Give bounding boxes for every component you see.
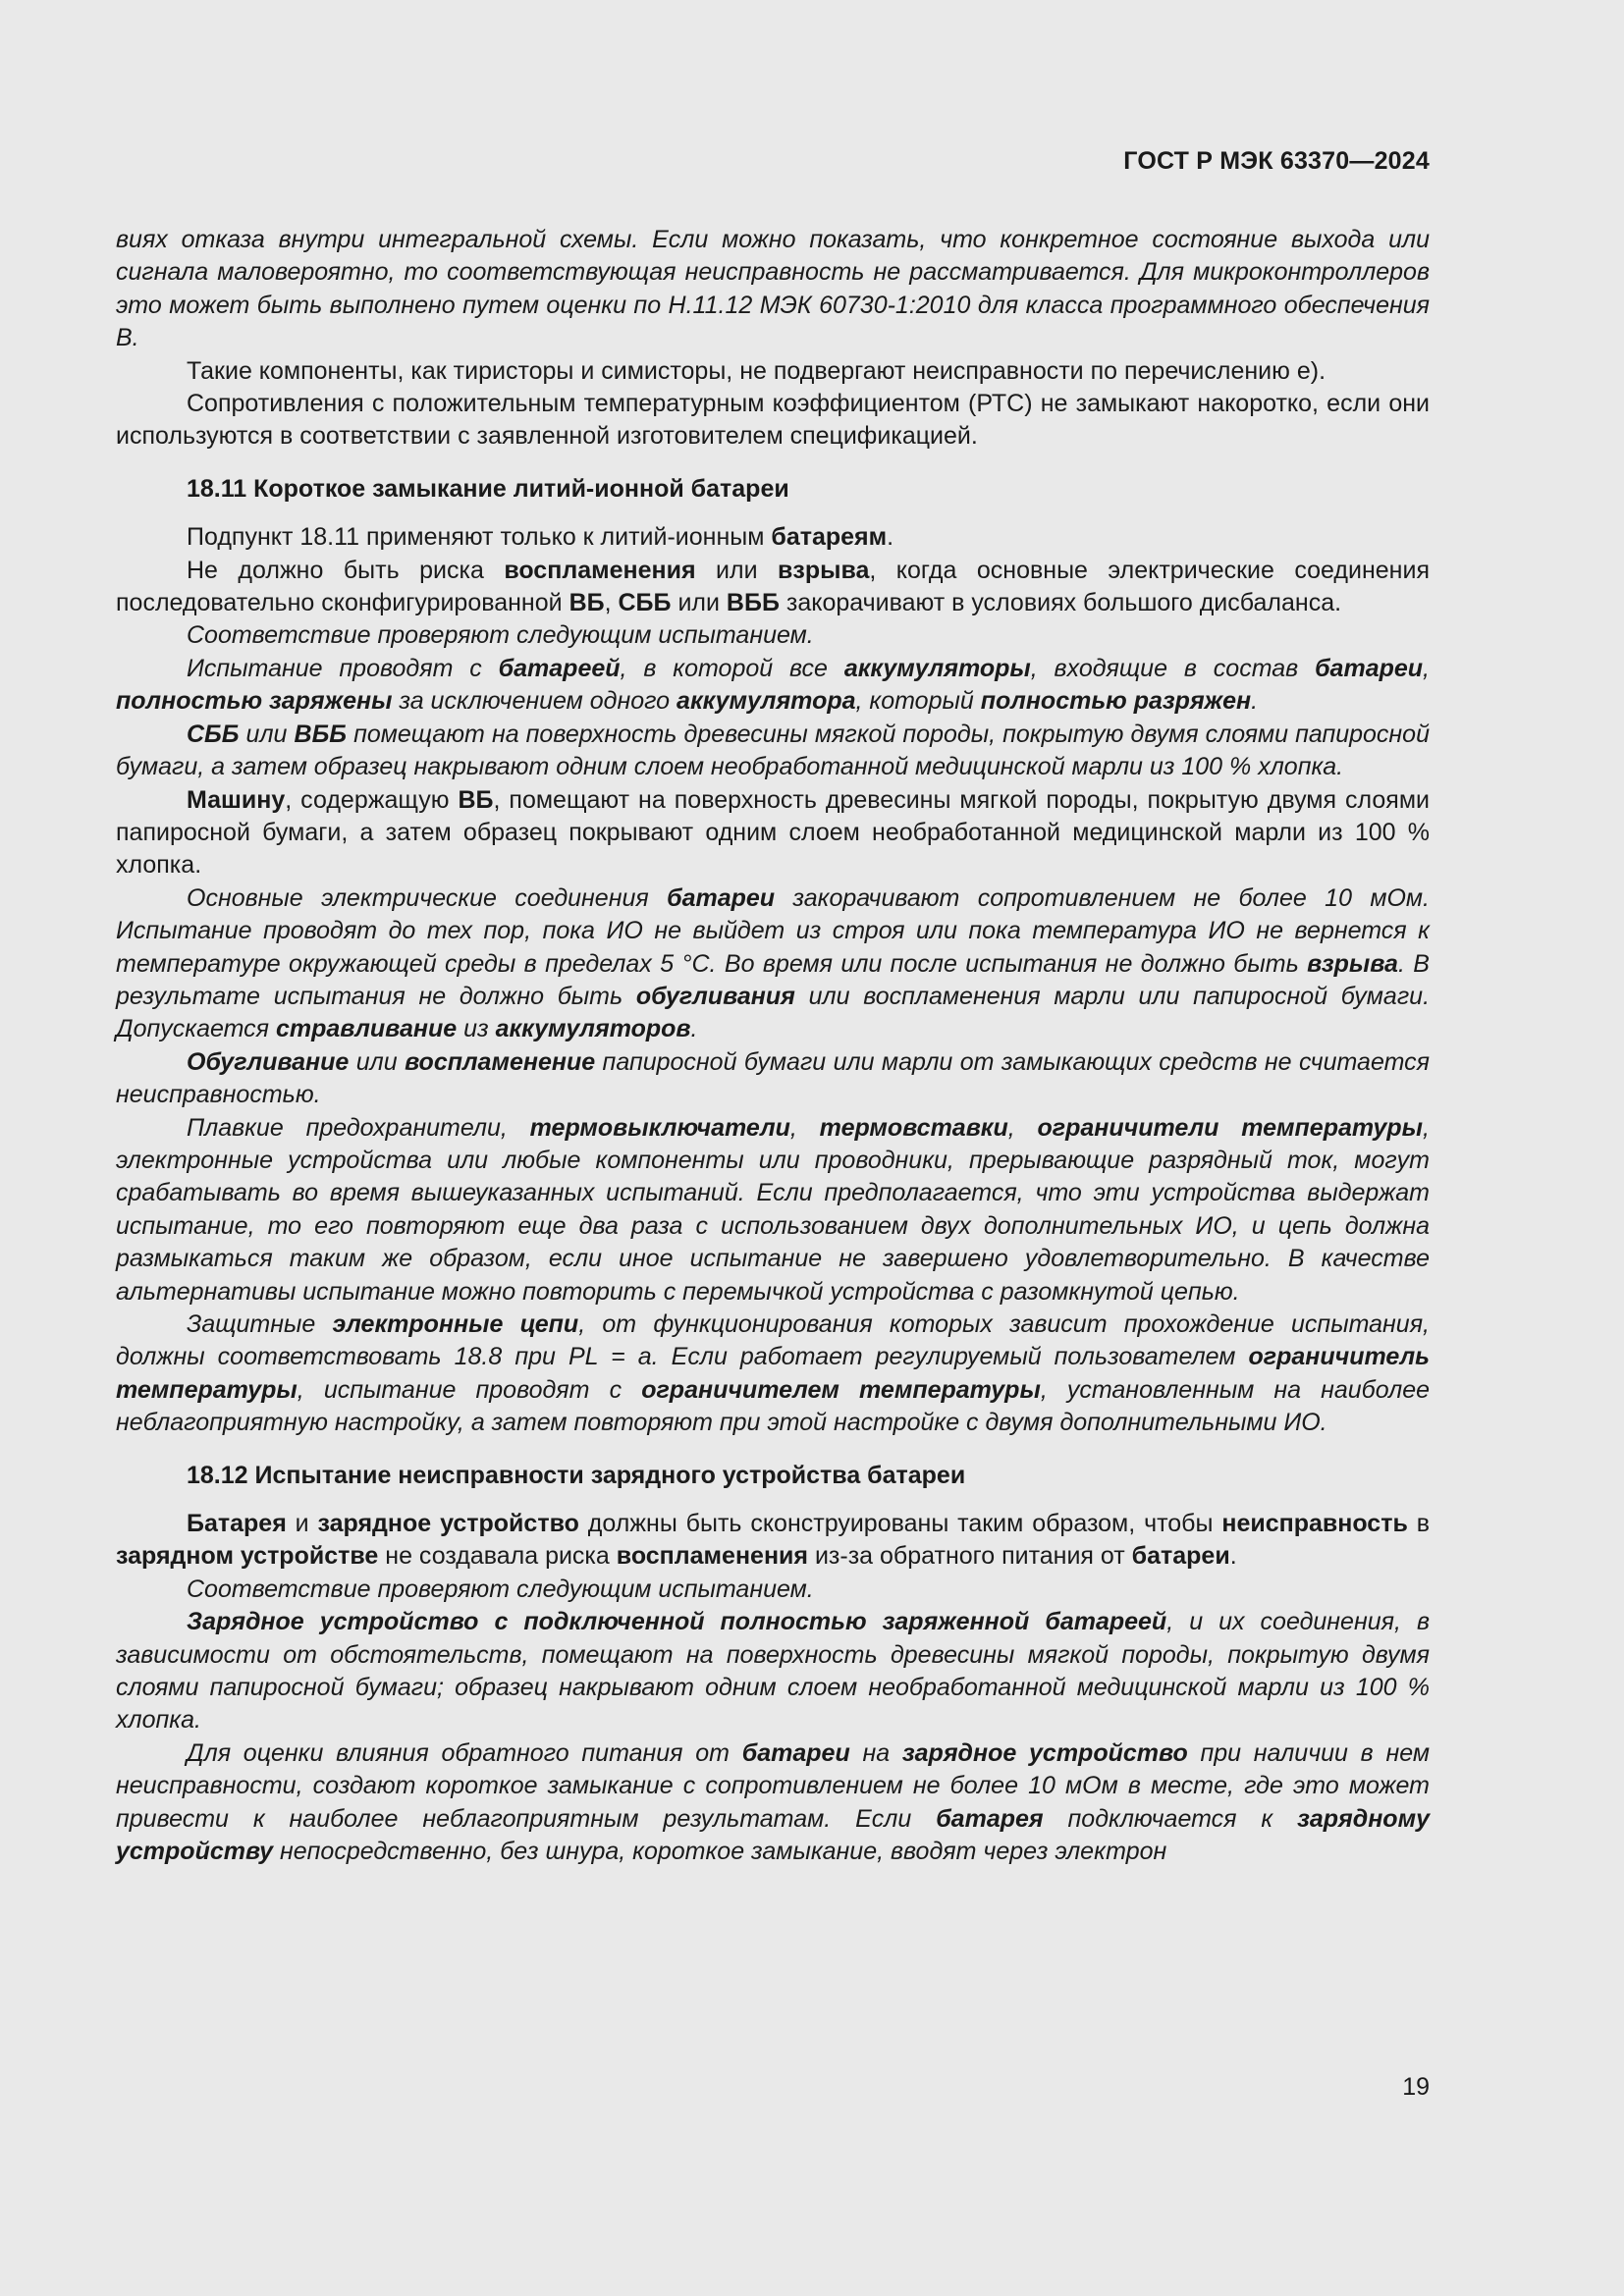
paragraph: Основные электрические соединения батареи закорачивают сопротивлением не более 10 мОм. Испытание проводят до тех пор, пока ИО не выйдет из строя или пока температура ИО не вернется к температуре окружающей среды в пределах 5 °С. Во время или после испытания не должно быть взрыва. В результате испытания не должно быть обугливания или воспламенения марли или папиросной бумаги. Допускается стравливание из аккумуляторов. (116, 883, 1431, 1043)
paragraph: Сопротивления с положительным температурным коэффициентом (РТС) не замыкают накоротко, если они используются в соответствии с заявленной изготовителем спецификацией. (116, 390, 1430, 451)
paragraph: Подпункт 18.11 применяют только к литий-ионным батареям. (187, 523, 894, 552)
paragraph: Испытание проводят с батареей, в которой все аккумуляторы, входящие в состав батареи, полностью заряжены за исключением одного аккумулятора, который полностью разряжен. (116, 654, 1430, 716)
document-body (116, 224, 1430, 1869)
paragraph: Защитные электронные цепи, от функционирования которых зависит прохождение испытания, должны соответствовать 18.8 при PL = a. Если работает регулируемый пользователем ограничитель температуры, испытание проводят с ограничителем температуры, установленным на наиболее неблагоприятную настройку, а затем повторяют при этой настройке с двумя дополнительными ИО. (116, 1310, 1430, 1437)
paragraph: Батарея и зарядное устройство должны быть сконструированы таким образом, чтобы неисправность в зарядном устройстве не создавала риска воспламенения из-за обратного питания от батареи. (116, 1510, 1430, 1571)
document-header: ГОСТ Р МЭК 63370—2024 (1123, 147, 1430, 175)
paragraph: Не должно быть риска воспламенения или взрыва, когда основные электрические соединения последовательно сконфигурированной ВБ, СББ или ВББ закорачивают в условиях большого дисбаланса. (116, 556, 1430, 617)
page-number: 19 (1402, 2073, 1430, 2101)
paragraph: виях отказа внутри интегральной схемы. Если можно показать, что конкретное состояние выхода или сигнала маловероятно, то соответствующая неисправность не рассматривается. Для микроконтроллеров это может быть выполнено путем оценки по Н.11.12 МЭК 60730-1:2010 для класса программного обеспечения В. (116, 226, 1430, 352)
paragraph: Машину, содержащую ВБ, помещают на поверхность древесины мягкой породы, покрытую двумя слоями папиросной бумаги, а затем образец покрывают одним слоем необработанной медицинской марли из 100 % хлопка. (116, 785, 1430, 880)
section-heading-18-11: 18.11 Короткое замыкание литий-ионной батареи (187, 474, 789, 503)
paragraph: СББ или ВББ помещают на поверхность древесины мягкой породы, покрытую двумя слоями папиросной бумаги, а затем образец накрывают одним слоем необработанной медицинской марли из 100 % хлопка. (116, 720, 1430, 781)
paragraph: Обугливание или воспламенение папиросной бумаги или марли от замыкающих средств не считается неисправностью. (116, 1047, 1430, 1109)
section-heading-18-12: 18.12 Испытание неисправности зарядного устройства батареи (187, 1461, 966, 1489)
paragraph: Зарядное устройство с подключенной полностью заряженной батареей, и их соединения, в зависимости от обстоятельств, помещают на поверхность древесины мягкой породы, покрытую двумя слоями папиросной бумаги; образец накрывают одним слоем необработанной медицинской марли из 100 % хлопка. (116, 1608, 1430, 1735)
paragraph: Такие компоненты, как тиристоры и симисторы, не подвергают неисправности по перечислению е). (187, 356, 1326, 385)
paragraph: Плавкие предохранители, термовыключатели, термовставки, ограничители температуры, электронные устройства или любые компоненты или проводники, прерывающие разрядный ток, могут срабатывать во время вышеуказанных испытаний. Если предполагается, что эти устройства выдержат испытание, то его повторяют еще два раза с использованием двух дополнительных ИО, и цепь должна размыкаться таким же образом, если иное испытание не завершено удовлетворительно. В качестве альтернативы испытание можно повторить с перемычкой устройства с разомкнутой цепью. (116, 1113, 1430, 1306)
paragraph: Для оценки влияния обратного питания от батареи на зарядное устройство при наличии в нем неисправности, создают короткое замыкание с сопротивлением не более 10 мОм в месте, где это может привести к наиболее неблагоприятным результатам. Если батарея подключается к зарядному устройству непосредственно, без шнура, короткое замыкание, вводят через электрон (116, 1738, 1430, 1866)
paragraph: Соответствие проверяют следующим испытанием. (187, 1575, 814, 1603)
paragraph: Соответствие проверяют следующим испытанием. (187, 621, 814, 650)
